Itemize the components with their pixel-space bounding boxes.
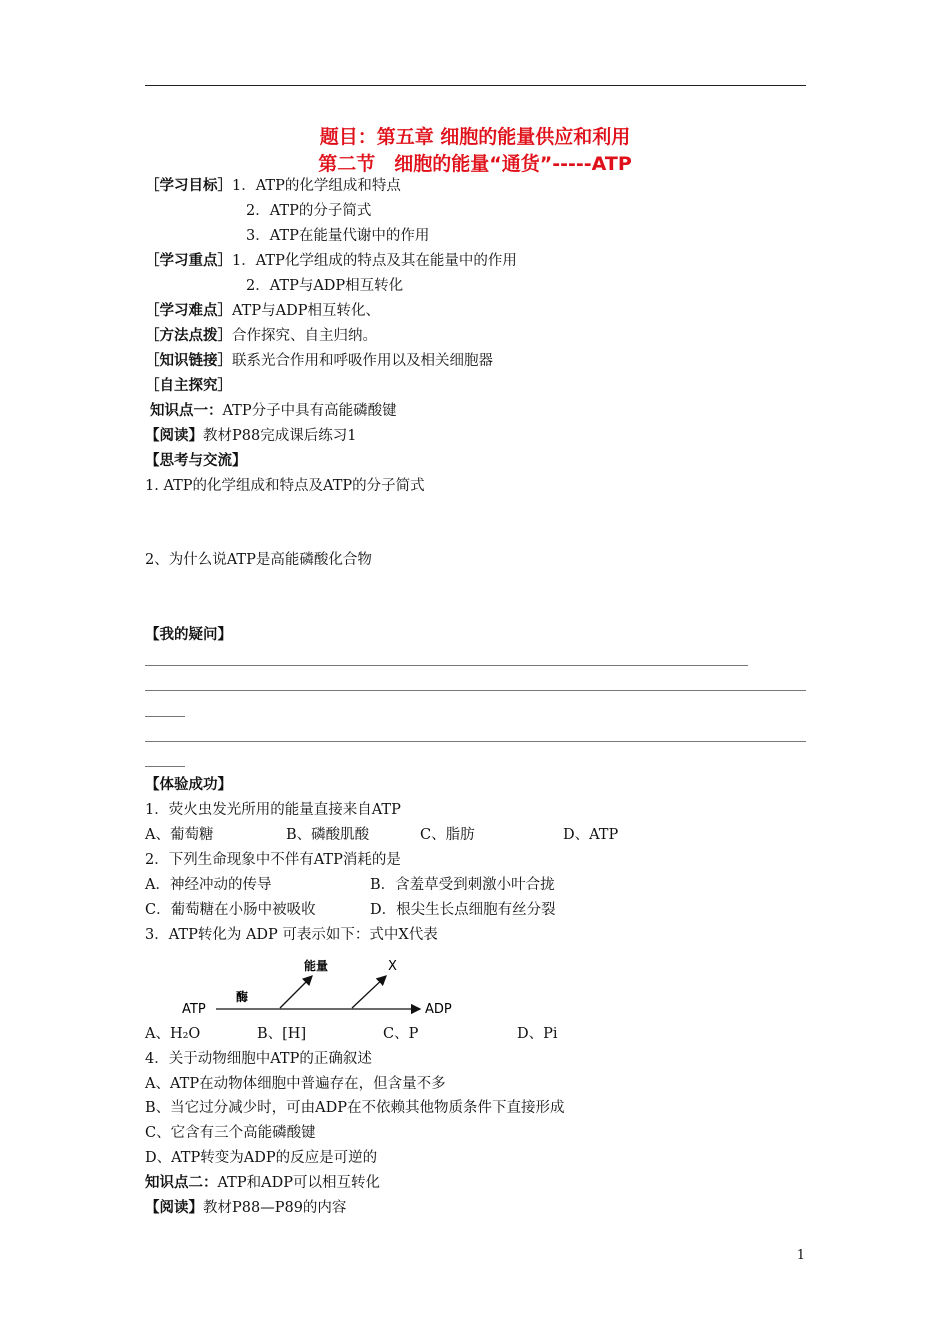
diagram-adp-label: ADP <box>425 1002 452 1017</box>
kp1-row <box>150 402 397 420</box>
doubt-line-2 <box>145 690 806 691</box>
goals-label: ［学习目标］ <box>145 178 232 194</box>
kp2-text: ATP和ADP可以相互转化 <box>217 1175 380 1191</box>
q1-option-a: A、葡萄糖 <box>145 827 214 843</box>
q4-option-d: D、ATP转变为ADP的反应是可逆的 <box>145 1150 378 1166</box>
success-label: 【体验成功】 <box>145 777 232 793</box>
read2-text: 教材P88—P89的内容 <box>203 1200 347 1216</box>
title-line-2: 第二节 细胞的能量“通货”-----ATP <box>318 153 632 175</box>
kp2-label: 知识点二： <box>145 1175 218 1191</box>
kp1-text: ATP分子中具有高能磷酸键 <box>222 403 397 419</box>
diagram-x-arrow <box>352 976 386 1008</box>
read1-label: 【阅读】 <box>145 428 203 444</box>
atp-adp-diagram <box>170 952 470 1024</box>
link-label: ［知识链接］ <box>145 353 232 369</box>
goals-item-3: 3．ATP在能量代谢中的作用 <box>246 228 430 244</box>
kp2-row <box>145 1174 380 1192</box>
q2-option-c: C．葡萄糖在小肠中被吸收 <box>145 902 316 918</box>
q3-option-d: D、Pi <box>517 1026 558 1042</box>
think-label: 【思考与交流】 <box>145 453 247 469</box>
goals-row-1 <box>145 177 401 195</box>
method-text: 合作探究、自主归纳。 <box>232 328 377 344</box>
doubt-line-1 <box>145 665 748 666</box>
q4-option-b: B、当它过分减少时，可由ADP在不依赖其他物质条件下直接形成 <box>145 1100 565 1116</box>
diagram-energy-arrow <box>280 976 312 1008</box>
goals-item-1: 1．ATP的化学组成和特点 <box>232 178 401 194</box>
q1-option-d: D、ATP <box>563 827 619 843</box>
method-label: ［方法点拨］ <box>145 328 232 344</box>
success-q1: 1．荧火虫发光所用的能量直接来自ATP <box>145 802 401 818</box>
kp1-label: 知识点一： <box>150 403 223 419</box>
self-explore-label: ［自主探究］ <box>145 378 232 394</box>
doubt-line-3 <box>145 741 806 742</box>
keypoints-item-2: 2．ATP与ADP相互转化 <box>246 278 404 294</box>
difficulty-text: ATP与ADP相互转化、 <box>232 303 380 319</box>
think-q1: 1. ATP的化学组成和特点及ATP的分子简式 <box>145 478 425 494</box>
keypoints-label: ［学习重点］ <box>145 253 232 269</box>
read1-row <box>145 427 356 445</box>
q4-option-a: A、ATP在动物体细胞中普遍存在，但含量不多 <box>145 1076 446 1092</box>
q1-option-b: B、磷酸肌酸 <box>286 827 370 843</box>
success-q2: 2．下列生命现象中不伴有ATP消耗的是 <box>145 852 401 868</box>
success-q3: 3．ATP转化为 ADP 可表示如下：式中X代表 <box>145 927 438 943</box>
diagram-x-label: X <box>388 959 397 974</box>
diagram-atp-label: ATP <box>182 1002 206 1017</box>
diagram-energy-label: 能量 <box>304 959 329 973</box>
doubt-line-3-tail <box>145 766 185 767</box>
q3-option-c: C、P <box>383 1026 419 1042</box>
keypoints-row-1 <box>145 252 517 270</box>
title-line-1: 题目：第五章 细胞的能量供应和利用 <box>319 126 631 148</box>
page-number: 1 <box>796 1248 805 1263</box>
q2-option-b: B．含羞草受到刺激小叶合拢 <box>370 877 555 893</box>
doubts-label: 【我的疑问】 <box>145 627 232 643</box>
doubt-line-2-tail <box>145 716 185 717</box>
q2-option-a: A．神经冲动的传导 <box>145 877 272 893</box>
goals-item-2: 2．ATP的分子简式 <box>246 203 372 219</box>
keypoints-item-1: 1．ATP化学组成的特点及其在能量中的作用 <box>232 253 517 269</box>
difficulty-row <box>145 302 380 320</box>
link-text: 联系光合作用和呼吸作用以及相关细胞器 <box>232 353 493 369</box>
q2-option-d: D．根尖生长点细胞有丝分裂 <box>370 902 556 918</box>
q3-option-a: A、H₂O <box>145 1026 201 1042</box>
header-rule <box>145 85 806 86</box>
read2-label: 【阅读】 <box>145 1200 203 1216</box>
success-q4: 4．关于动物细胞中ATP的正确叙述 <box>145 1051 372 1067</box>
link-row <box>145 352 493 370</box>
q4-option-c: C、它含有三个高能磷酸键 <box>145 1125 316 1141</box>
think-q2: 2、为什么说ATP是高能磷酸化合物 <box>145 552 372 568</box>
difficulty-label: ［学习难点］ <box>145 303 232 319</box>
diagram-enzyme-label: 酶 <box>236 990 249 1004</box>
q3-option-b: B、[H] <box>257 1026 307 1042</box>
read1-text: 教材P88完成课后练习1 <box>203 428 357 444</box>
read2-row <box>145 1199 346 1217</box>
q1-option-c: C、脂肪 <box>420 827 475 843</box>
method-row <box>145 327 377 345</box>
